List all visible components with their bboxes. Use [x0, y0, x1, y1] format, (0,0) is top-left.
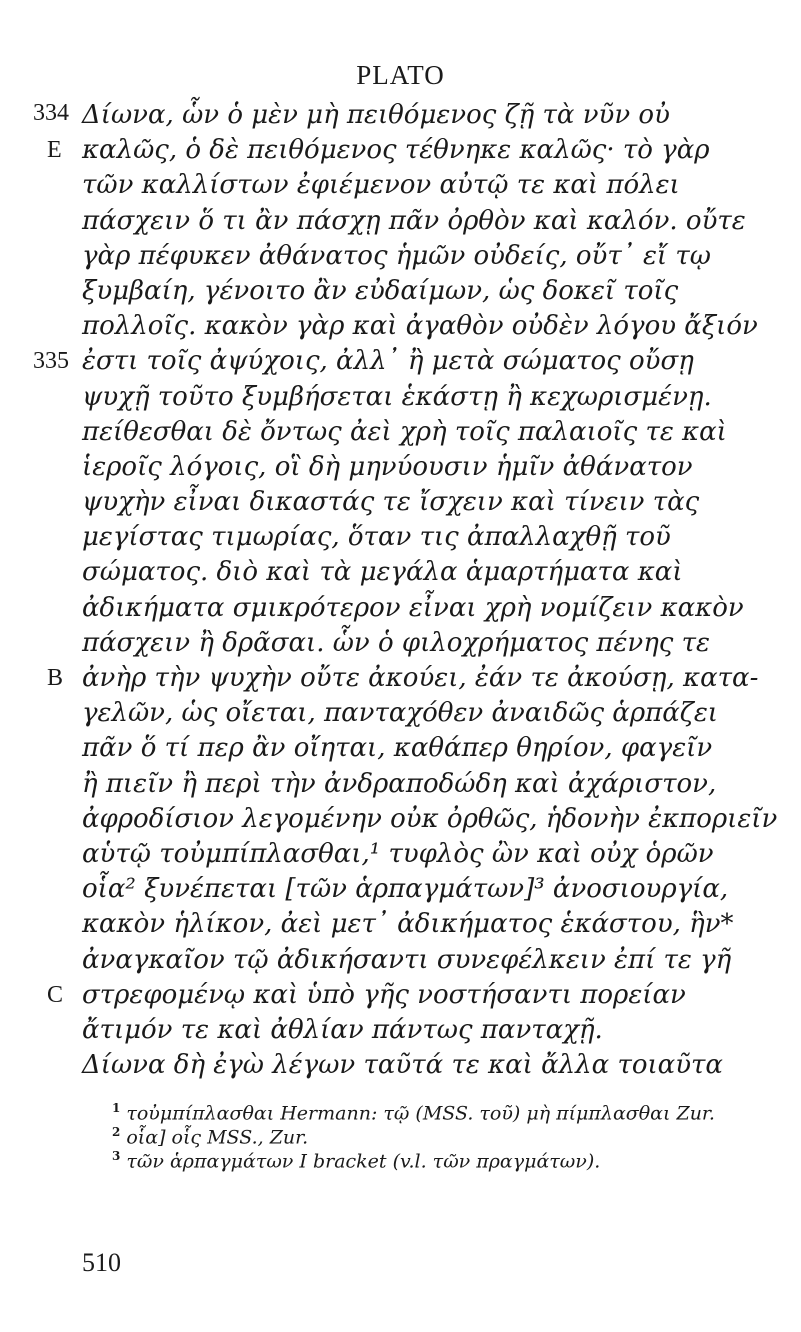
folio: 510	[82, 1248, 121, 1277]
text-line	[0, 555, 801, 590]
running-head: PLATO	[356, 60, 445, 90]
page-number: 334	[33, 100, 69, 126]
footnote	[0, 1096, 801, 1125]
footnote-text: τῶν ἁρπαγμάτων I bracket (v.l. τῶν πραγμάτων).	[126, 1150, 601, 1173]
footnote-number: 1	[112, 1101, 121, 1115]
text-line	[0, 98, 801, 133]
footnotes	[0, 1096, 801, 1173]
main-text	[0, 98, 801, 1083]
line-text: οἷα² ξυνέπεται [τῶν ἁρπαγμάτων]³ ἀνοσιουργία,	[82, 874, 729, 905]
text-line	[0, 485, 801, 520]
line-text: πείθεσθαι δὲ ὄντως ἀεὶ χρὴ τοῖς παλαιοῖς τε καὶ	[82, 416, 727, 447]
line-text: γὰρ πέφυκεν ἀθάνατος ἡμῶν οὐδείς, οὔτ᾽ εἴ τῳ	[82, 240, 711, 271]
line-text: ἢ πιεῖν ἢ περὶ τὴν ἀνδραποδώδη καὶ ἀχάριστον,	[82, 768, 717, 799]
line-text: ἀφροδίσιον λεγομένην οὐκ ὀρθῶς, ἡδονὴν ἐκποριεῖν	[82, 803, 778, 834]
line-text: πᾶν ὅ τί περ ἂν οἴηται, καθάπερ θηρίον, φαγεῖν	[82, 733, 713, 764]
margin-marker: C	[47, 981, 64, 1008]
line-text: ψυχῇ τοῦτο ξυμβήσεται ἑκάστῃ ἢ κεχωρισμένῃ.	[82, 381, 712, 412]
text-line	[0, 1013, 801, 1048]
text-line	[0, 591, 801, 626]
line-text: Δίωνα, ὧν ὁ μὲν μὴ πειθόμενος ζῇ τὰ νῦν οὐ	[82, 100, 670, 130]
margin-marker: B	[47, 665, 64, 691]
line-text: αὑτῷ τοὐμπίπλασθαι,¹ τυφλὸς ὢν καὶ οὐχ ὁρῶν	[82, 838, 714, 869]
line-text: γελῶν, ὡς οἴεται, πανταχόθεν ἀναιδῶς ἁρπάζει	[82, 698, 718, 729]
text-line	[0, 978, 801, 1013]
line-text: ἐστι τοῖς ἀψύχοις, ἀλλ᾽ ἢ μετὰ σώματος οὔσῃ	[82, 346, 694, 377]
text-line	[0, 626, 801, 661]
footnote-text: οἷα] οἷς MSS., Zur.	[126, 1126, 309, 1149]
text-line	[0, 168, 801, 203]
line-text: πολλοῖς. κακὸν γὰρ καὶ ἀγαθὸν οὐδὲν λόγου ἄξιόν	[82, 311, 758, 342]
footnote-text: τοὐμπίπλασθαι Hermann: τῷ (MSS. τοῦ) μὴ πίμπλασθαι Zur.	[126, 1102, 715, 1125]
footnote	[0, 1144, 801, 1173]
line-text: καλῶς, ὁ δὲ πειθόμενος τέθνηκε καλῶς· τὸ γὰρ	[82, 135, 710, 166]
margin-marker: E	[47, 137, 62, 164]
text-line	[0, 1048, 801, 1083]
text-line	[0, 380, 801, 415]
text-line	[0, 239, 801, 274]
text-line	[0, 943, 801, 978]
margin-marker: 335	[33, 348, 69, 375]
line-text: στρεφομένῳ καὶ ὑπὸ γῆς νοστήσαντι πορείαν	[82, 979, 686, 1010]
text-line	[0, 309, 801, 344]
text-line	[0, 837, 801, 872]
line-text: ἀδικήματα σμικρότερον εἶναι χρὴ νομίζειν κακὸν	[82, 592, 744, 623]
line-text: ἄτιμόν τε καὶ ἀθλίαν πάντως πανταχῇ.	[82, 1014, 603, 1045]
text-line	[0, 415, 801, 450]
line-text: σώματος. διὸ καὶ τὰ μεγάλα ἁμαρτήματα καὶ	[82, 557, 683, 588]
text-line	[0, 274, 801, 309]
text-line	[0, 450, 801, 485]
line-text: ψυχὴν εἶναι δικαστάς τε ἴσχειν καὶ τίνειν τὰς	[82, 487, 700, 518]
text-line	[0, 872, 801, 907]
line-text: πάσχειν ὅ τι ἂν πάσχῃ πᾶν ὀρθὸν καὶ καλόν. οὔτε	[82, 205, 746, 236]
text-line	[0, 520, 801, 555]
line-text: Δίωνα δὴ ἐγὼ λέγων ταῦτά τε καὶ ἄλλα τοιαῦτα	[82, 1050, 723, 1081]
text-line	[0, 133, 801, 168]
line-text: ξυμβαίη, γένοιτο ἂν εὐδαίμων, ὡς δοκεῖ τοῖς	[82, 275, 679, 306]
line-text: ἱεροῖς λόγοις, οἳ δὴ μηνύουσιν ἡμῖν ἀθάνατον	[82, 451, 693, 482]
footnote-number: 3	[112, 1149, 121, 1163]
footnote	[0, 1120, 801, 1149]
text-line	[0, 802, 801, 837]
line-text: ἀνὴρ τὴν ψυχὴν οὔτε ἀκούει, ἐάν τε ἀκούσῃ, κατα-	[82, 663, 759, 693]
text-line	[0, 661, 801, 696]
text-line	[0, 731, 801, 766]
line-text: ἀναγκαῖον τῷ ἀδικήσαντι συνεφέλκειν ἐπί τε γῆ	[82, 944, 732, 975]
line-text: πάσχειν ἢ δρᾶσαι. ὧν ὁ φιλοχρήματος πένης τε	[82, 627, 710, 658]
line-text: τῶν καλλίστων ἐφιέμενον αὐτῷ τε καὶ πόλει	[82, 170, 680, 201]
footnote-number: 2	[112, 1125, 121, 1139]
line-text: κακὸν ἡλίκον, ἀεὶ μετ᾽ ἀδικήματος ἑκάστου, ἣν*	[82, 909, 734, 940]
text-line	[0, 696, 801, 731]
text-line	[0, 767, 801, 802]
text-line	[0, 344, 801, 379]
text-line	[0, 907, 801, 942]
line-text: μεγίστας τιμωρίας, ὅταν τις ἀπαλλαχθῇ τοῦ	[82, 522, 671, 553]
text-line	[0, 204, 801, 239]
